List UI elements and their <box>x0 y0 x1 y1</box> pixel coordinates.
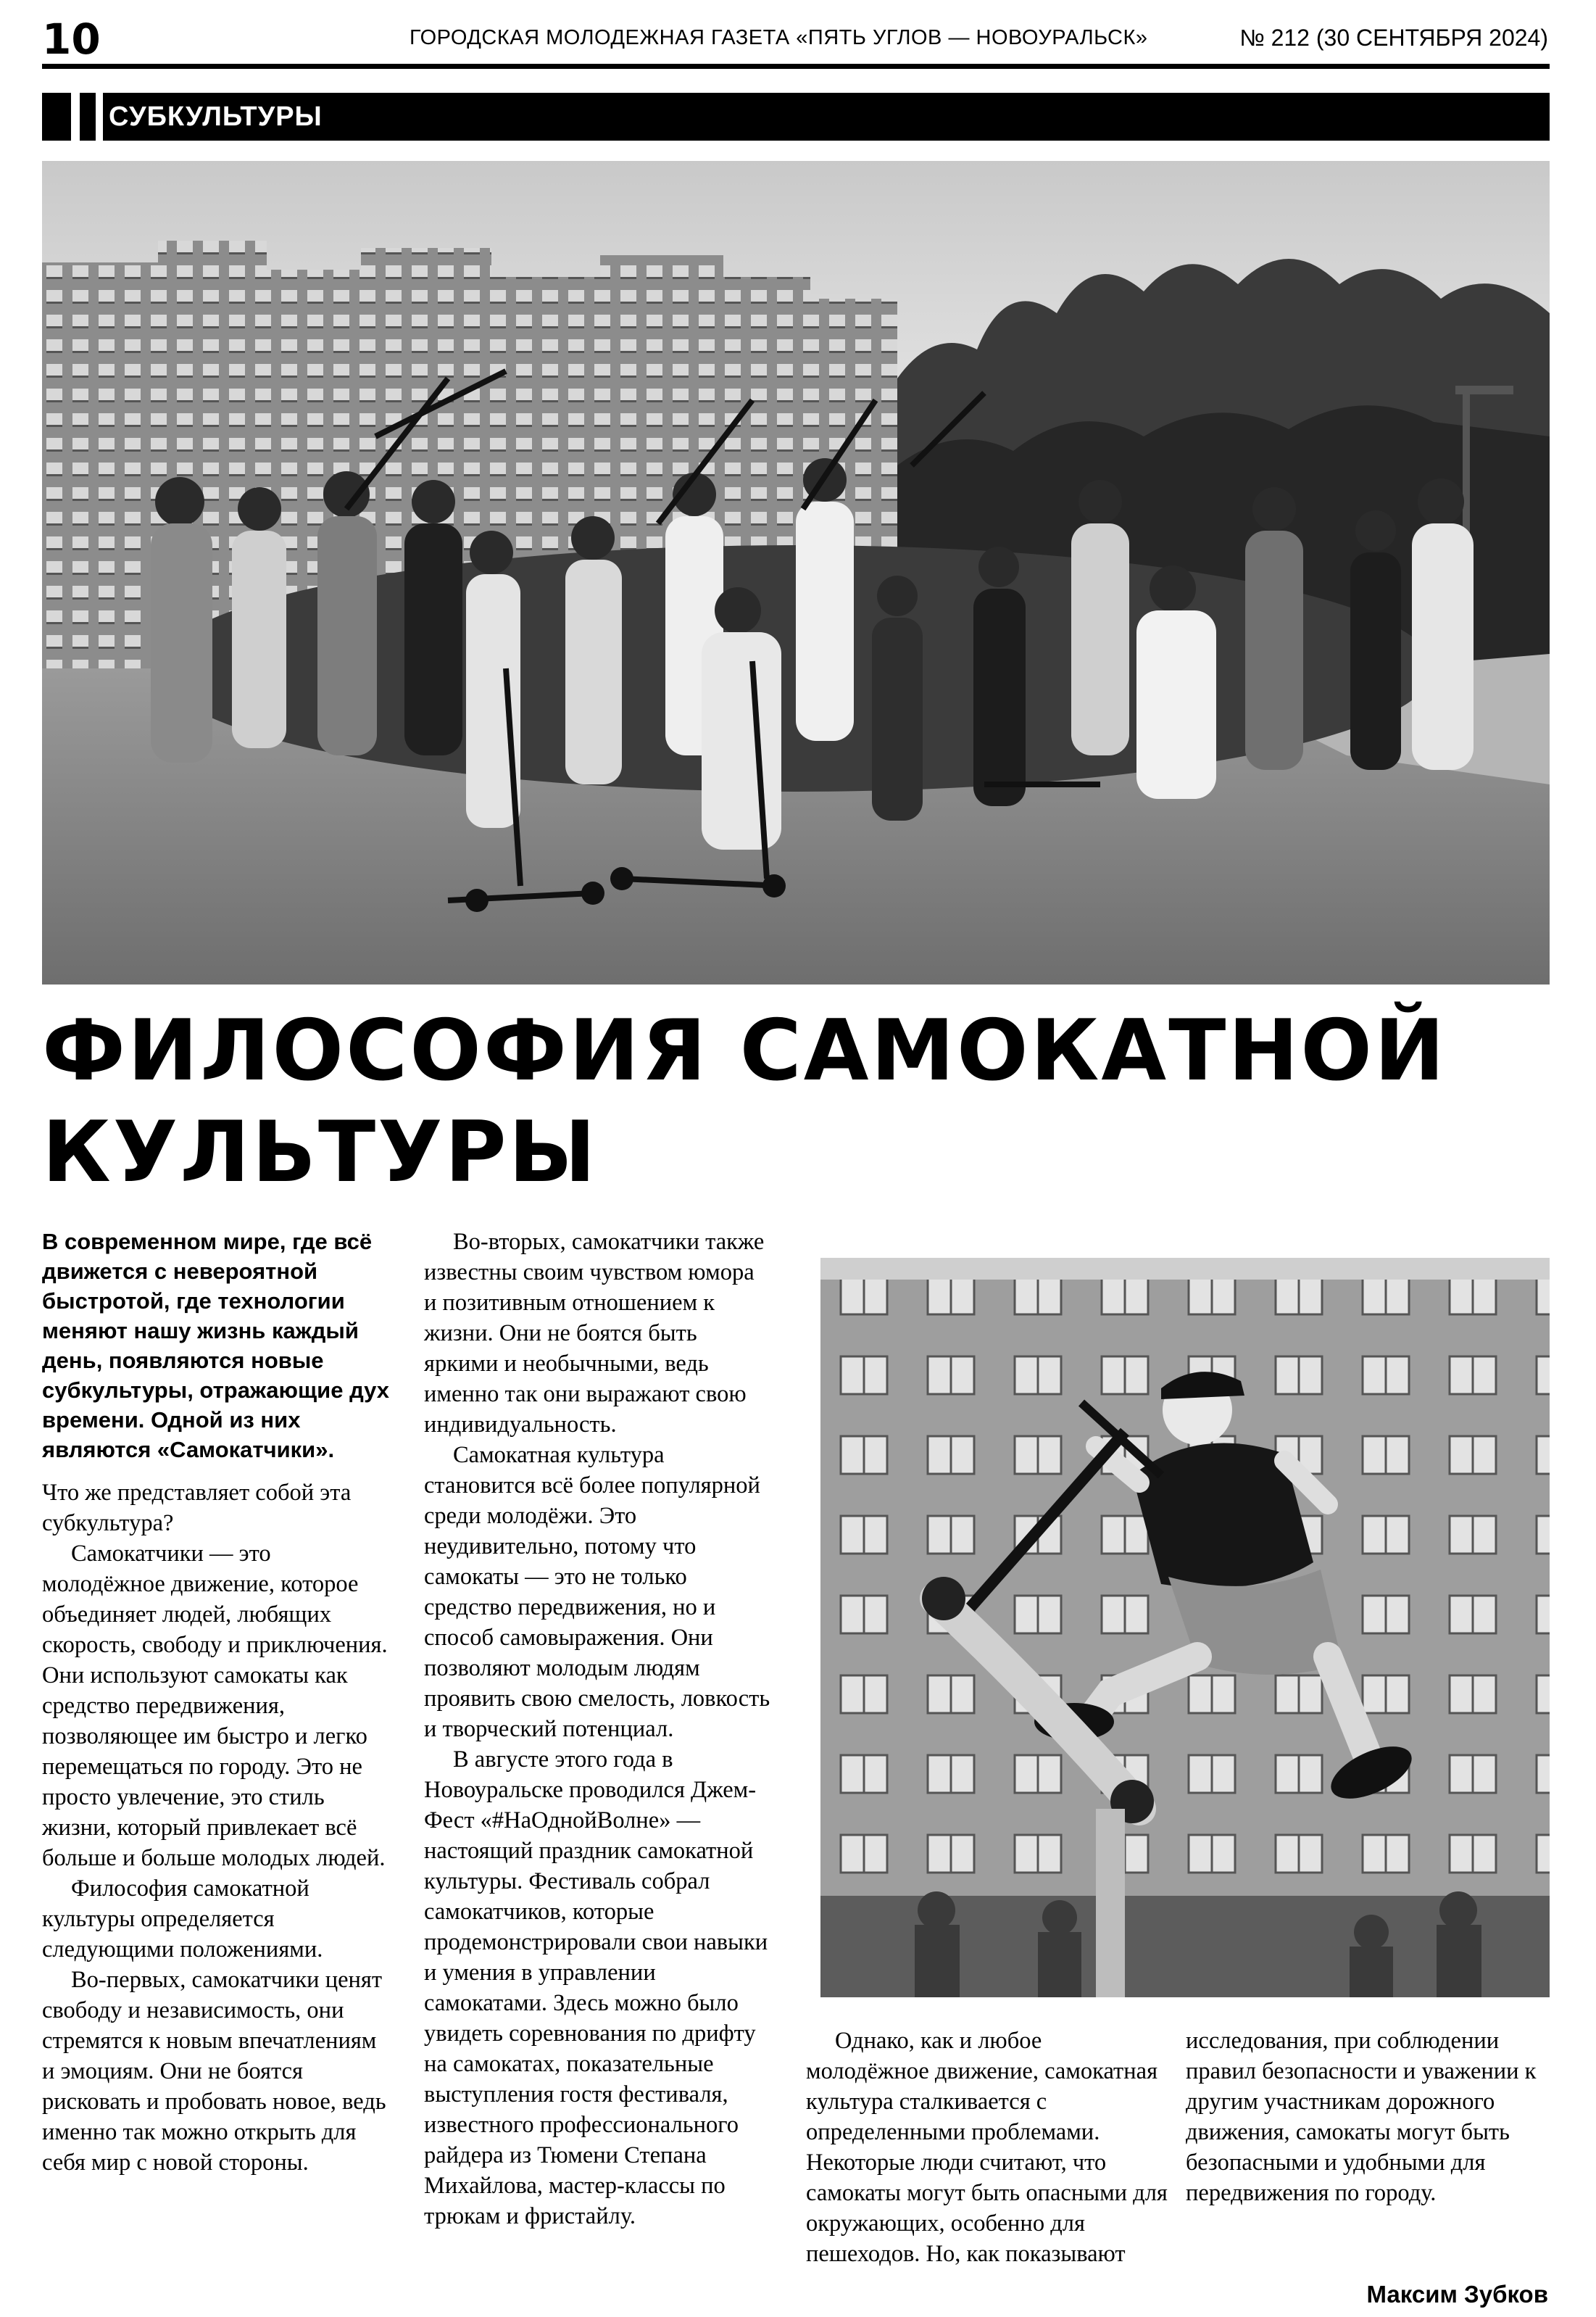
paragraph: Самокатная культура становится всё более популярной среди молодёжи. Это неудивительно, потому что самокаты — это не только средство передвижения, но и способ самовыражения. Они позволяют молодым людям проявить свою смелость, ловкость и творческий потенциал. <box>424 1442 770 1742</box>
page-number: 10 <box>42 14 101 64</box>
issue-number: № 212 (30 СЕНТЯБРЯ 2024) <box>1239 25 1548 51</box>
headline-line-2: КУЛЬТУРЫ <box>42 1103 598 1201</box>
article-column-4 <box>1186 2026 1548 2208</box>
article-lead: В современном мире, где всё движется с невероятной быстротой, где технологии меняют нашу жизнь каждый день, появляются новые субкультуры, отражающие дух времени. Одной из них являются «Самокатчики». <box>42 1229 390 1462</box>
header-rule <box>42 64 1550 69</box>
section-label: СУБКУЛЬТУРЫ <box>109 101 323 132</box>
author-byline: Максим Зубков <box>1366 2281 1548 2308</box>
paragraph: Что же представляет собой эта субкультура? <box>42 1480 352 1536</box>
paragraph: Во-первых, самокатчики ценят свободу и независимость, они стремятся к новым впечатлениям и эмоциям. Они не боятся рисковать и пробовать новое, ведь именно так можно открыть для себя мир с новой стороны. <box>42 1967 386 2176</box>
paragraph: Во-вторых, самокатчики также известны своим чувством юмора и позитивным отношением к жизни. Они не боятся быть яркими и необычными, ведь именно так они выражают свою индивидуальность. <box>424 1229 765 1438</box>
newspaper-title: ГОРОДСКАЯ МОЛОДЕЖНАЯ ГАЗЕТА «ПЯТЬ УГЛОВ — НОВОУРАЛЬСК» <box>410 26 1148 49</box>
paragraph: Философия самокатной культуры определяется следующими положениями. <box>42 1875 323 1962</box>
paragraph: Однако, как и любое молодёжное движение, самокатная культура сталкивается с определенными проблемами. Некоторые люди считают, что самокаты могут быть опасными для окружающих, особенно для пешеходов. Но, как показывают <box>806 2028 1168 2267</box>
scooter-rider-photo <box>820 1258 1550 1997</box>
article-column-2 <box>424 1227 772 2231</box>
article-column-1 <box>42 1227 391 2178</box>
paragraph: исследования, при соблюдении правил безопасности и уважении к другим участникам дорожного движения, самокаты могут быть безопасными и удобными для передвижения по городу. <box>1186 2028 1537 2206</box>
paragraph: Самокатчики — это молодёжное движение, которое объединяет людей, любящих скорость, свободу и приключения. Они используют самокаты как средство передвижения, позволяющее им быстро и легко перемещаться по городу. Это не просто увлечение, это стиль жизни, который привлекает всё больше и больше молодых людей. <box>42 1541 388 1871</box>
paragraph: В августе этого года в Новоуральске проводился Джем-Фест «#НаОднойВолне» — настоящий праздник самокатной культуры. Фестиваль собрал самокатчиков, которые продемонстрировали свои навыки и умения в управлении самокатами. Здесь можно было увидеть соревнования по дрифту на самокатах, показательные выступления гостя фестиваля, известного профессионального райдера из Тюмени Степана Михайлова, мастер-классы по трюкам и фристайлу. <box>424 1746 768 2229</box>
article-headline <box>42 1000 1550 1203</box>
article-column-3 <box>806 2026 1168 2269</box>
headline-line-1: ФИЛОСОФИЯ САМОКАТНОЙ <box>42 1002 1447 1100</box>
group-photo <box>42 161 1550 985</box>
